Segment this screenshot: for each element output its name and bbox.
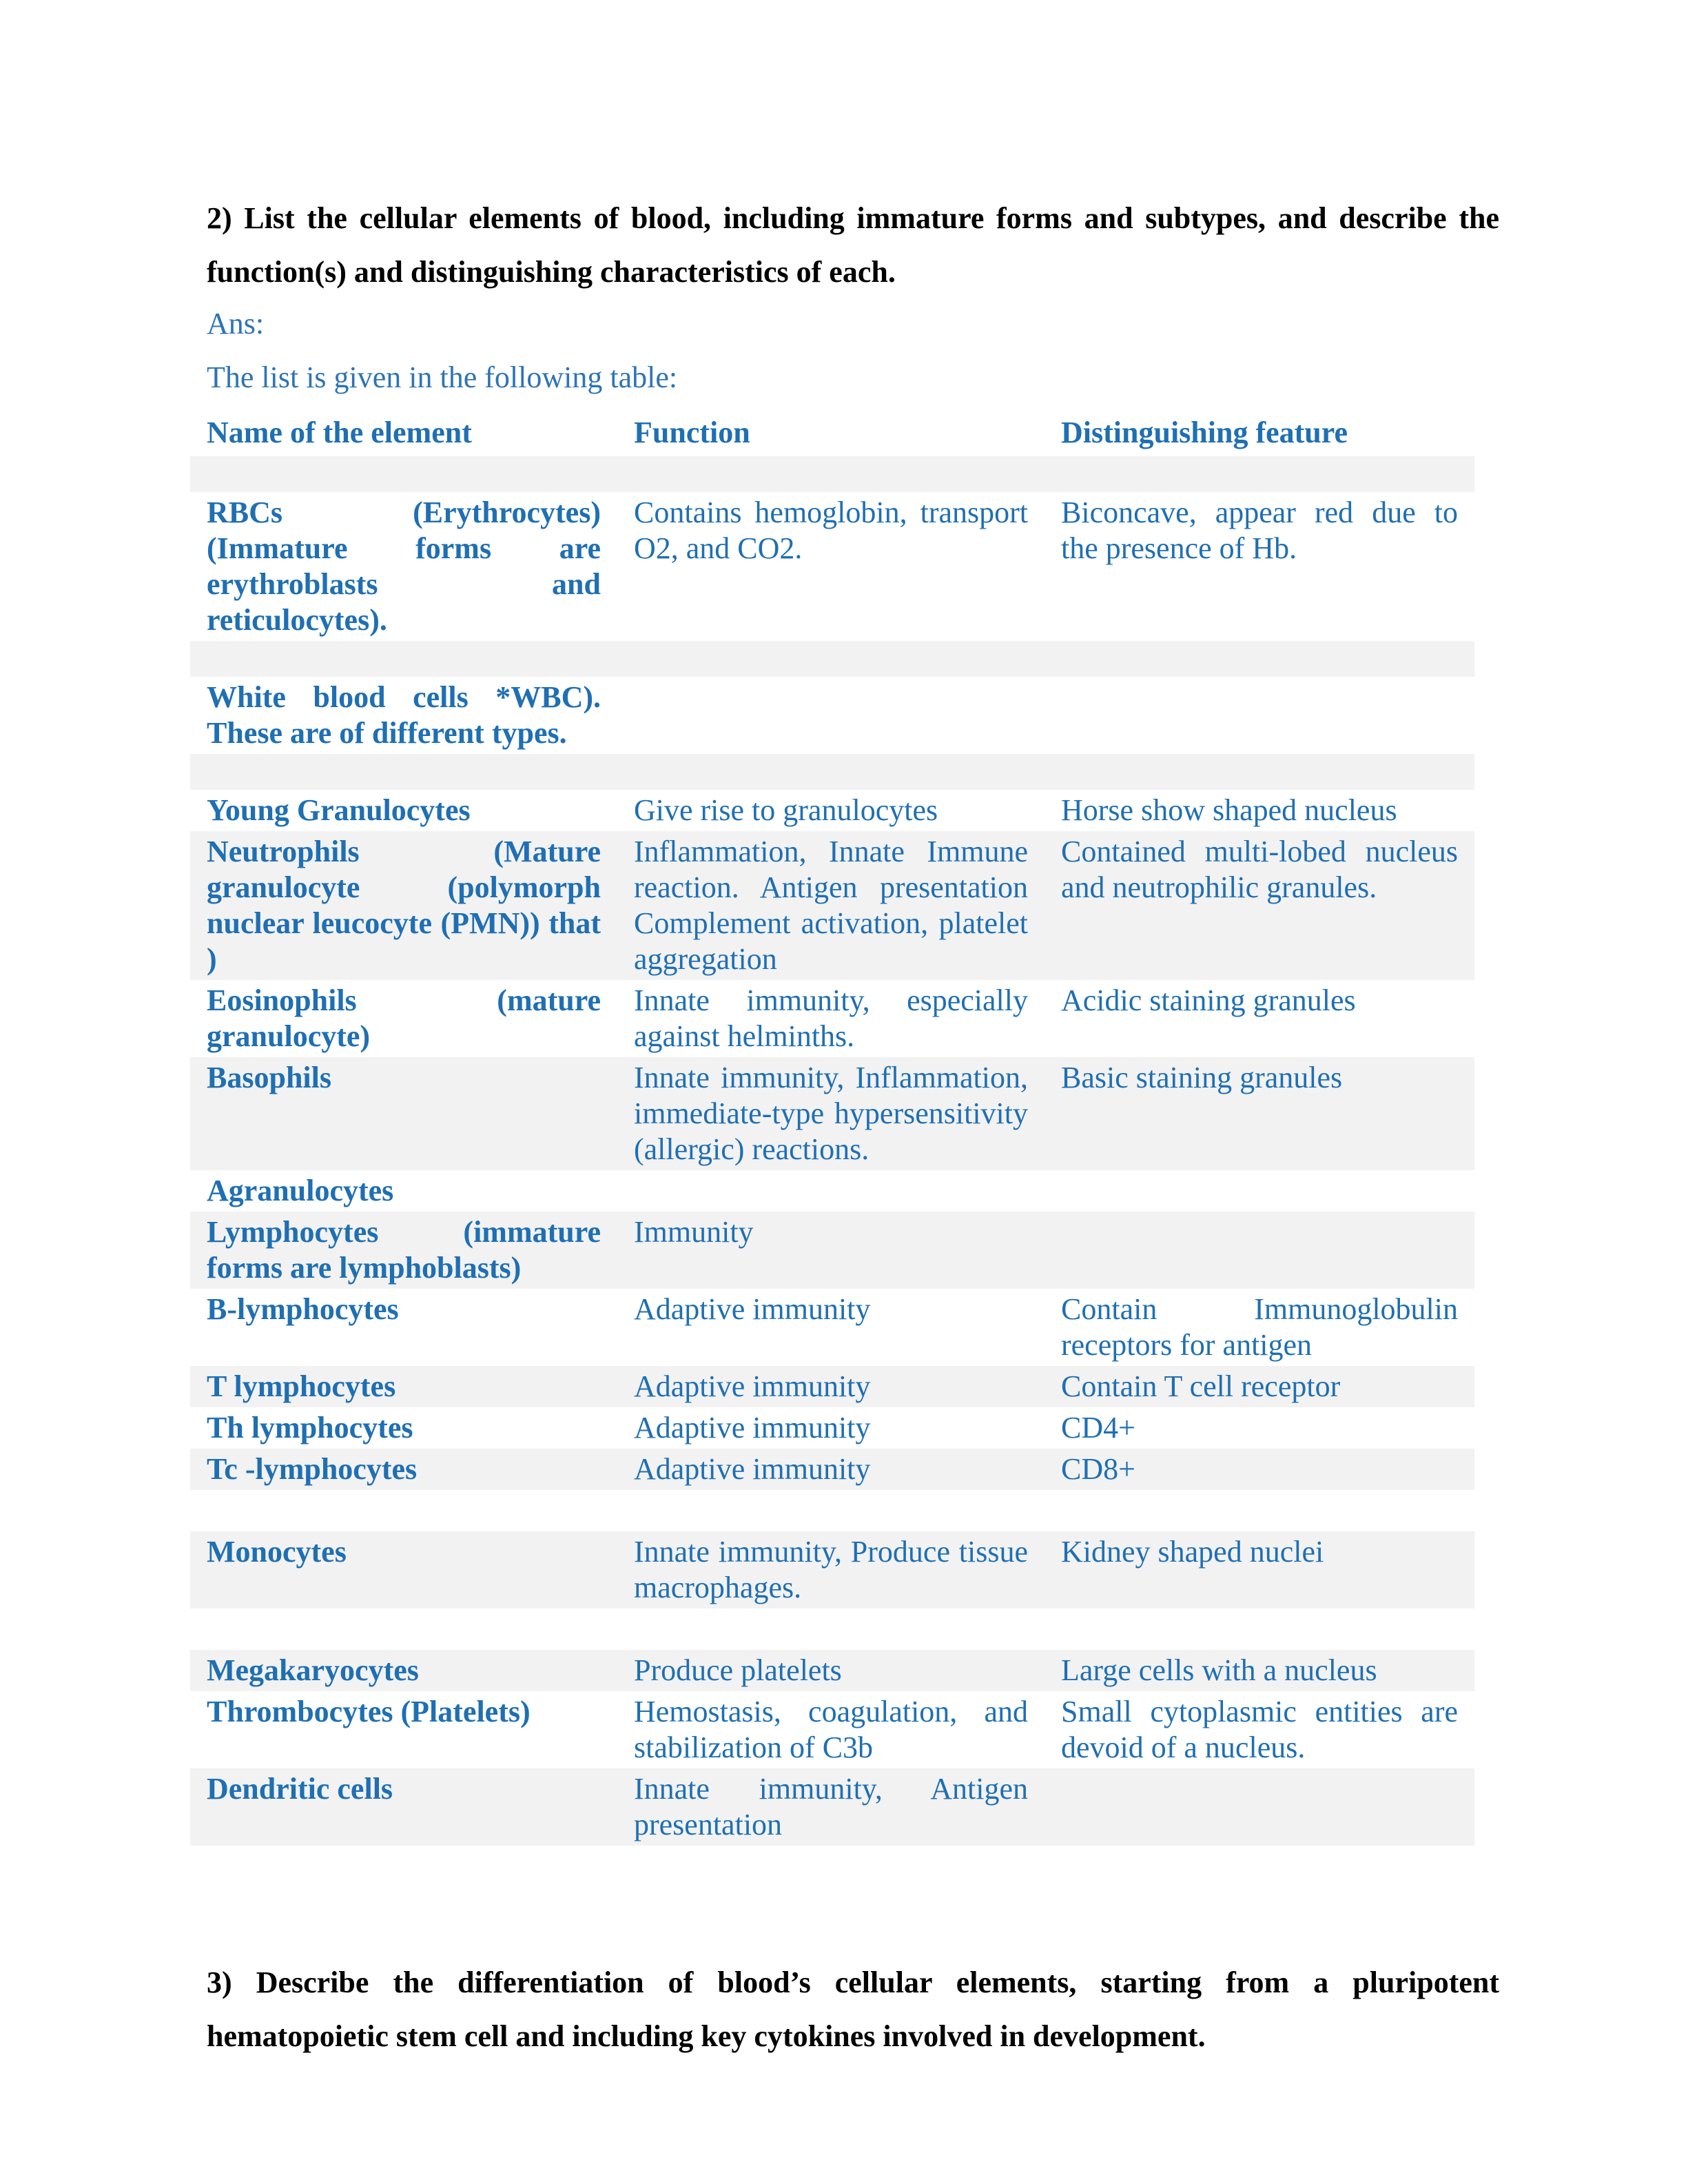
- header-name: Name of the element: [207, 416, 472, 449]
- question-2-heading: 2) List the cellular elements of blood, including immature forms and subtypes, and describe the function(s) and distinguishing characteristics of each.: [207, 201, 1499, 289]
- question-3-heading: 3) Describe the differentiation of blood’s cellular elements, starting from a pluripotent hematopoietic stem cell and including key cytokines involved in development.: [207, 1966, 1499, 2053]
- table-row: [190, 1170, 1474, 1212]
- element-feature: [1045, 1768, 1474, 1846]
- table-intro-text: The list is given in the following table:: [207, 360, 678, 394]
- element-function: Innate immunity, Produce tissue macrophages.: [617, 1531, 1045, 1609]
- table-row: [190, 1449, 1474, 1490]
- element-feature: [1045, 1170, 1474, 1212]
- element-name: Neutrophils (Mature granulocyte (polymorph nuclear leucocyte (PMN)) that ): [190, 831, 617, 980]
- element-feature: Contained multi-lobed nucleus and neutrophilic granules.: [1045, 831, 1474, 980]
- table-row: [190, 1531, 1474, 1609]
- element-feature: [1045, 1212, 1474, 1289]
- element-name: Th lymphocytes: [207, 1411, 413, 1445]
- element-feature: Large cells with a nucleus: [1045, 1650, 1474, 1691]
- element-feature: Horse show shaped nucleus: [1061, 793, 1397, 827]
- element-function: Hemostasis, coagulation, and stabilization of C3b: [634, 1695, 1028, 1764]
- element-function: Immunity: [617, 1212, 1045, 1289]
- element-feature: CD4+: [1061, 1411, 1135, 1445]
- element-name: Thrombocytes (Platelets): [207, 1695, 531, 1728]
- element-feature: Biconcave, appear red due to the presence of Hb.: [1061, 496, 1458, 565]
- table-row: [190, 1212, 1474, 1289]
- header-function: Function: [634, 416, 750, 449]
- table-row: [190, 1057, 1474, 1170]
- answer-label: Ans:: [207, 307, 265, 340]
- element-function: Inflammation, Innate Immune reaction. Antigen presentation Complement activation, platelet aggregation: [617, 831, 1045, 980]
- element-function: Adaptive immunity: [634, 1292, 871, 1326]
- spacer-row: [190, 1609, 1474, 1650]
- table-row: [190, 790, 1474, 831]
- element-function: [617, 1170, 1045, 1212]
- element-function: [617, 677, 1045, 754]
- element-function: Innate immunity, especially against helminths.: [634, 983, 1028, 1053]
- element-feature: Basic staining granules: [1045, 1057, 1474, 1170]
- blood-elements-table: [190, 408, 1474, 1846]
- spacer-row: [190, 754, 1474, 790]
- table-row: [190, 492, 1474, 641]
- element-name: Eosinophils (mature granulocyte): [207, 983, 601, 1053]
- table-row: [190, 1768, 1474, 1846]
- header-feature: Distinguishing feature: [1061, 416, 1348, 449]
- element-function: Adaptive immunity: [617, 1366, 1045, 1407]
- element-name: Megakaryocytes: [190, 1650, 617, 1691]
- spacer-row: [190, 456, 1474, 492]
- element-feature: Small cytoplasmic entities are devoid of a nucleus.: [1061, 1695, 1458, 1764]
- table-row: [190, 1407, 1474, 1449]
- element-function: Give rise to granulocytes: [634, 793, 938, 827]
- element-feature: Contain Immunoglobulin receptors for antigen: [1061, 1292, 1458, 1362]
- element-feature: Contain T cell receptor: [1045, 1366, 1474, 1407]
- element-function: Produce platelets: [617, 1650, 1045, 1691]
- element-name: Agranulocytes: [207, 1174, 394, 1207]
- table-row: [190, 1691, 1474, 1768]
- table-row: [190, 1650, 1474, 1691]
- element-function: Adaptive immunity: [634, 1411, 871, 1445]
- element-function: Adaptive immunity: [617, 1449, 1045, 1490]
- spacer-row: [190, 1490, 1474, 1531]
- element-feature: [1045, 677, 1474, 754]
- element-function: Innate immunity, Antigen presentation: [617, 1768, 1045, 1846]
- element-name: White blood cells *WBC). These are of different types.: [207, 680, 601, 750]
- element-name: Monocytes: [190, 1531, 617, 1609]
- element-name: Basophils: [190, 1057, 617, 1170]
- spacer-row: [190, 641, 1474, 677]
- table-row: [190, 677, 1474, 754]
- element-function: Innate immunity, Inflammation, immediate-type hypersensitivity (allergic) reactions.: [617, 1057, 1045, 1170]
- element-feature: Kidney shaped nuclei: [1045, 1531, 1474, 1609]
- element-name: Dendritic cells: [190, 1768, 617, 1846]
- table-row: [190, 980, 1474, 1057]
- element-name: T lymphocytes: [190, 1366, 617, 1407]
- element-feature: CD8+: [1045, 1449, 1474, 1490]
- element-function: Contains hemoglobin, transport O2, and CO2.: [634, 496, 1028, 565]
- element-name: Lymphocytes (immature forms are lymphoblasts): [190, 1212, 617, 1289]
- table-row: [190, 831, 1474, 980]
- table-header-row: [190, 408, 1474, 456]
- element-name: Young Granulocytes: [207, 793, 471, 827]
- table-row: [190, 1289, 1474, 1366]
- element-feature: Acidic staining granules: [1061, 983, 1356, 1017]
- element-name: RBCs (Erythrocytes) (Immature forms are erythroblasts and reticulocytes).: [207, 496, 601, 637]
- element-name: B-lymphocytes: [207, 1292, 399, 1326]
- table-row: [190, 1366, 1474, 1407]
- element-name: Tc -lymphocytes: [190, 1449, 617, 1490]
